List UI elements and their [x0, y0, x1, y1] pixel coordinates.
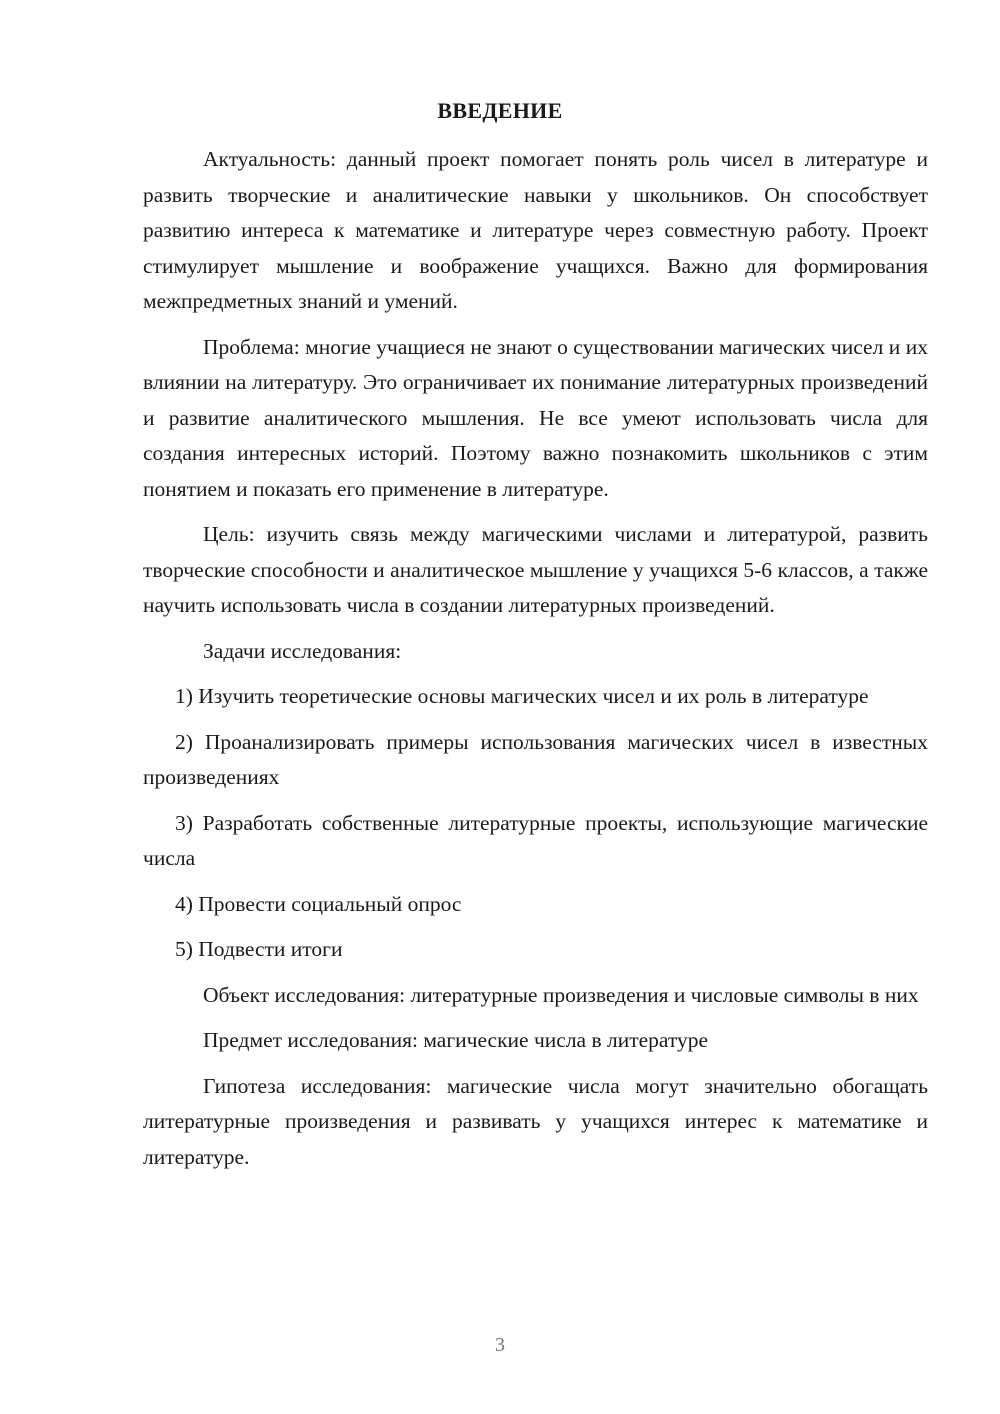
task-item-3: 3) Разработать собственные литературные проекты, использующие магические числа	[143, 810, 928, 870]
page-number: 3	[495, 1334, 505, 1356]
paragraph-object: Объект исследования: литературные произведения и числовые символы в них	[203, 982, 919, 1007]
task-item-1: 1) Изучить теоретические основы магических чисел и их роль в литературе	[175, 684, 869, 708]
paragraph-relevance: Актуальность: данный проект помогает понять роль чисел в литературе и развить творческие и аналитические навыки у школьников. Он способствует развитию интереса к математике и литературе через совместную работу. Проект стимулирует мышление и воображение учащихся. Важно для формирования межпредметных знаний и умений.	[143, 147, 928, 313]
page-title: ВВЕДЕНИЕ	[437, 98, 563, 123]
paragraph-hypothesis: Гипотеза исследования: магические числа могут значительно обогащать литературные произведения и развивать у учащихся интерес к математике и литературе.	[143, 1073, 928, 1169]
task-item-5: 5) Подвести итоги	[175, 937, 343, 961]
document-body	[143, 142, 928, 1185]
paragraph-subject: Предмет исследования: магические числа в литературе	[203, 1028, 709, 1052]
task-item-4: 4) Провести социальный опрос	[175, 891, 462, 916]
paragraph-tasks-heading: Задачи исследования:	[203, 638, 402, 663]
task-item-2: 2) Проанализировать примеры использования магических чисел в известных произведениях	[143, 729, 928, 789]
paragraph-goal: Цель: изучить связь между магическими числами и литературой, развить творческие способности и аналитическое мышление у учащихся 5-6 классов, а также научить использовать числа в создании литературных произведений.	[143, 522, 928, 617]
paragraph-problem: Проблема: многие учащиеся не знают о существовании магических чисел и их влиянии на литературу. Это ограничивает их понимание литературных произведений и развитие аналитического мышления. Не все умеют использовать числа для создания интересных историй. Поэтому важно познакомить школьников с этим понятием и показать его применение в литературе.	[143, 334, 928, 501]
